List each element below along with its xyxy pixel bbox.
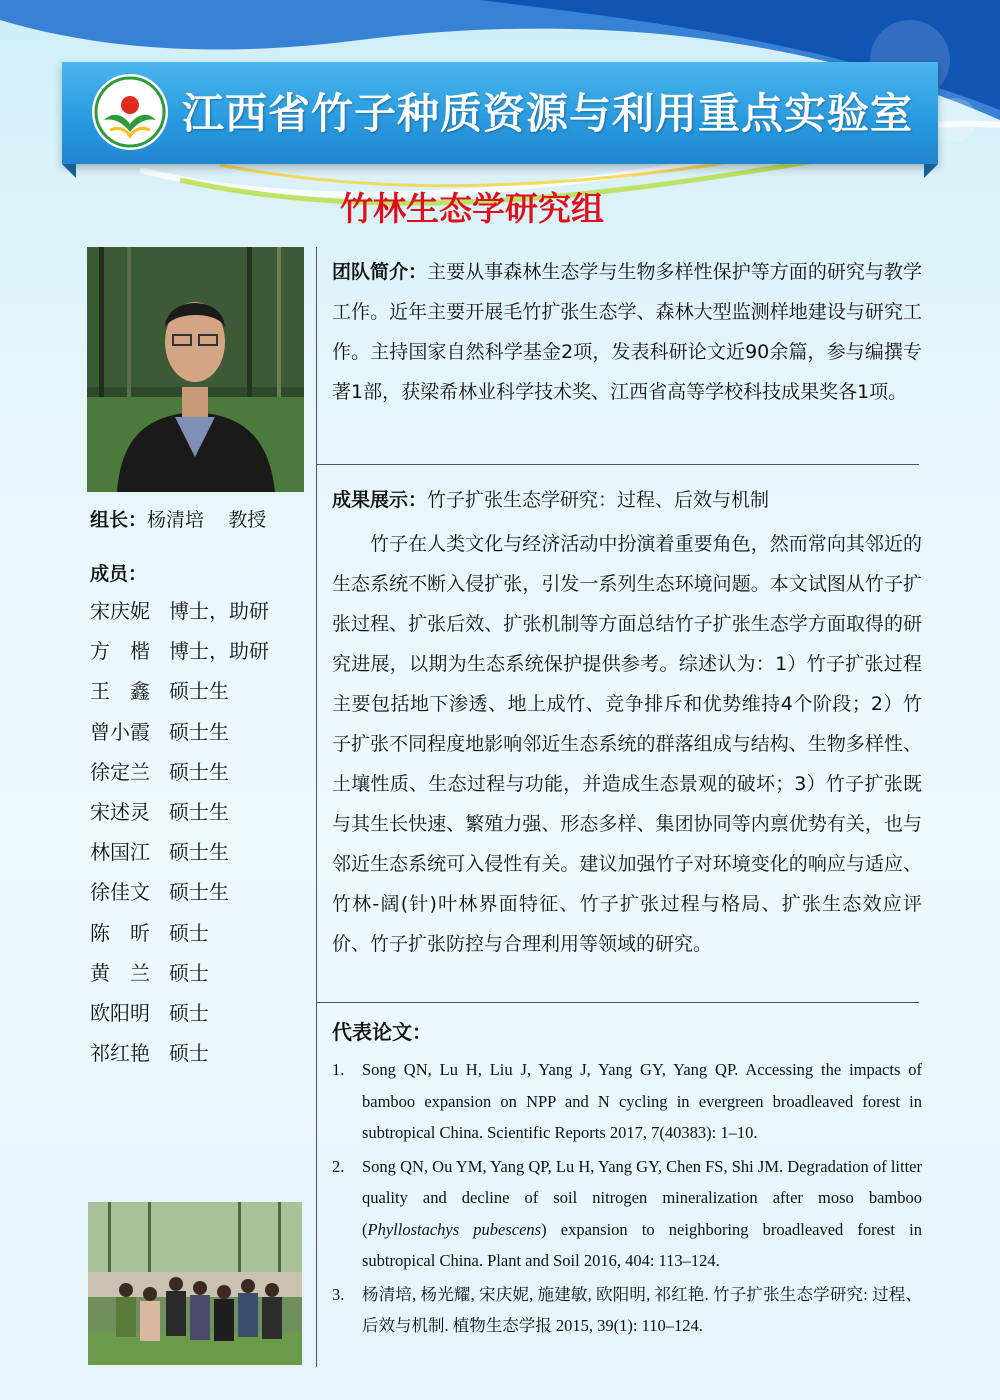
member-item: [90, 877, 310, 917]
member-role: 博士，助研: [169, 639, 269, 664]
member-role: 硕士生: [169, 759, 229, 784]
member-item: [90, 717, 310, 757]
references-list: [332, 1054, 922, 1344]
member-item: [90, 918, 310, 958]
group-leader: [90, 506, 310, 534]
reference-number: 2.: [332, 1156, 345, 1176]
member-name: 欧阳明: [90, 1000, 150, 1025]
member-item: [90, 998, 310, 1038]
reference-text: [362, 1054, 922, 1149]
leader-portrait-photo: [87, 247, 304, 492]
intro-label: 团队简介：: [332, 261, 428, 283]
reference-text-before: Song QN, Ou YM, Yang QP, Lu H, Yang GY, Chen FS, Shi JM. Degradation of litter quality and decline of soil nitrogen mineralization after moso bamboo (: [362, 1156, 922, 1239]
member-item: [90, 797, 310, 837]
group-photo: [88, 1202, 302, 1365]
member-name: 王 鑫: [90, 679, 150, 704]
achievement-label: 成果展示：: [332, 489, 428, 511]
member-item: [90, 636, 310, 676]
member-item: [90, 596, 310, 636]
members-label: 成员：: [90, 563, 148, 585]
member-name: 宋述灵: [90, 799, 150, 824]
section-divider: [316, 464, 919, 465]
reference-text: [362, 1151, 922, 1277]
member-name: 黄 兰: [90, 960, 150, 985]
achievement-title: 竹子扩张生态学研究：过程、后效与机制: [427, 489, 770, 511]
references-label: 代表论文：: [332, 1020, 432, 1044]
member-role: 硕士: [169, 920, 209, 945]
member-name: 徐佳文: [90, 880, 150, 905]
reference-number: 3.: [332, 1284, 345, 1304]
member-role: 硕士生: [169, 719, 229, 744]
section-divider: [316, 1002, 919, 1003]
reference-item: [332, 1054, 922, 1149]
member-item: [90, 837, 310, 877]
column-divider: [316, 247, 317, 1367]
university-logo-icon: [90, 72, 170, 152]
page-title: 江西省竹子种质资源与利用重点实验室: [182, 89, 914, 138]
reference-text: [362, 1279, 922, 1342]
member-role: 硕士: [169, 1041, 209, 1066]
member-name: 陈 昕: [90, 920, 150, 945]
member-name: 祁红艳: [90, 1041, 150, 1066]
members-list: [90, 596, 310, 1078]
achievement-heading: [332, 486, 769, 514]
reference-text-main: Song QN, Lu H, Liu J, Yang J, Yang GY, Yang QP. Accessing the impacts of bamboo expansion on NPP and N cycling in evergreen broadleaved forest in subtropical China. Scientific Reports 2017, 7(40383): 1–10.: [362, 1060, 922, 1142]
member-role: 硕士生: [169, 840, 229, 865]
reference-text-after: ) expansion to neighboring broadleaved forest in subtropical China. Plant and Soil 2016, 404: 113–124.: [362, 1219, 922, 1270]
leader-label: 组长：: [90, 509, 148, 531]
member-role: 硕士生: [169, 679, 229, 704]
reference-item: [332, 1279, 922, 1342]
member-name: 曾小霞: [90, 719, 150, 744]
member-role: 硕士: [169, 960, 209, 985]
member-role: 硕士: [169, 1000, 209, 1025]
member-role: 硕士生: [169, 880, 229, 905]
member-item: [90, 958, 310, 998]
member-role: 博士，助研: [169, 599, 269, 623]
intro-text: 主要从事森林生态学与生物多样性保护等方面的研究与教学工作。近年主要开展毛竹扩张生态学、森林大型监测样地建设与研究工作。主持国家自然科学基金2项，发表科研论文近90余篇，参与编撰专著1部，获梁希林业科学技术奖、江西省高等学校科技成果奖各1项。: [332, 261, 922, 403]
reference-species-name: Phyllostachys pubescens: [367, 1219, 542, 1239]
reference-number: 1.: [332, 1060, 345, 1079]
member-item: [90, 757, 310, 797]
reference-text-main: 杨清培, 杨光耀, 宋庆妮, 施建敏, 欧阳明, 祁红艳. 竹子扩张生态学研究: 过程、后效与机制. 植物生态学报 2015, 39(1): 110–124.: [362, 1284, 922, 1335]
member-name: 宋庆妮: [90, 599, 150, 623]
achievement-text: 竹子在人类文化与经济活动中扮演着重要角色，然而常向其邻近的生态系统不断入侵扩张，引发一系列生态环境问题。本文试图从竹子扩张过程、扩张后效、扩张机制等方面总结竹子扩张生态学方面取得的研究进展，以期为生态系统保护提供参考。综述认为：1）竹子扩张过程主要包括地下渗透、地上成竹、竞争排斥和优势维持4个阶段；2）竹子扩张不同程度地影响邻近生态系统的群落组成与结构、生物多样性、土壤性质、生态过程与功能，并造成生态景观的破坏；3）竹子扩张既与其生长快速、繁殖力强、形态多样、集团协同等内禀优势有关，也与邻近生态系统可入侵性有关。建议加强竹子对环境变化的响应与适应、竹林-阔(针)叶林界面特征、竹子扩张过程与格局、扩张生态效应评价、竹子扩张防控与合理利用等领域的研究。: [332, 533, 922, 955]
member-name: 林国江: [90, 840, 150, 865]
leader-title: 教授: [228, 509, 267, 531]
member-item: [90, 1038, 310, 1078]
team-intro: [332, 252, 922, 412]
banner-fold-right: [924, 164, 938, 178]
banner-fold-left: [62, 164, 76, 178]
member-role: 硕士生: [169, 799, 229, 824]
leader-name: 杨清培: [147, 509, 205, 531]
reference-item: [332, 1151, 922, 1277]
group-title: 竹林生态学研究组: [340, 189, 604, 228]
member-name: 徐定兰: [90, 759, 150, 784]
member-name: 方 楷: [90, 639, 150, 664]
member-item: [90, 676, 310, 716]
